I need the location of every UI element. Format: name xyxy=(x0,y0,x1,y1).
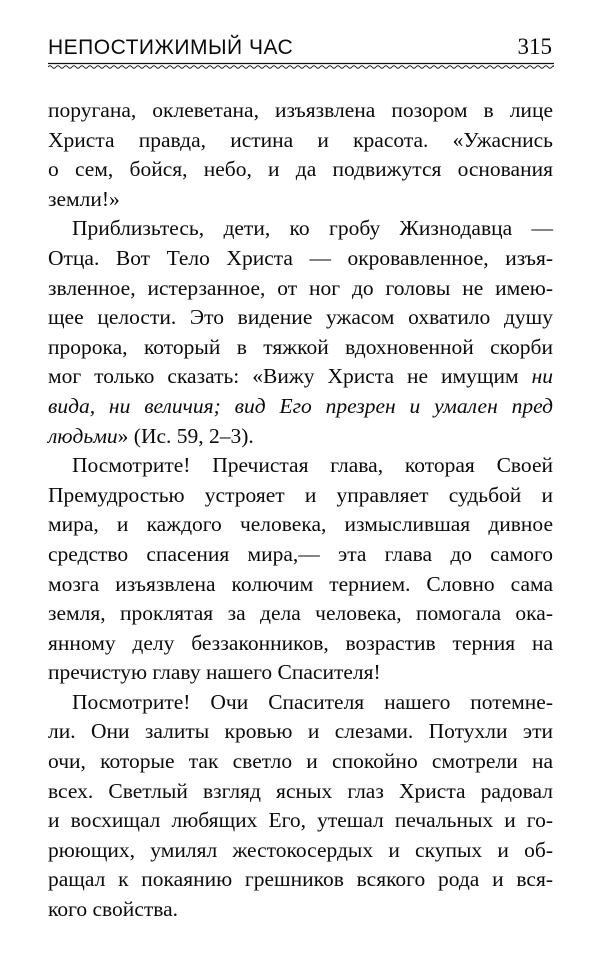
text-line: Премудростью устрояет и управляет судьбой и xyxy=(48,482,553,507)
header-rule xyxy=(48,62,554,70)
italic-line: вида, ни величия; вид Его презрен и умален пред xyxy=(48,393,553,418)
page-number: 315 xyxy=(517,34,552,59)
text-line: мозга изъязвлена колючим терниeм. Словно сама xyxy=(48,571,553,596)
text-line: средство спасения мира,— эта глава до самого xyxy=(48,541,553,566)
text-line: ли. Они залиты кровью и слезами. Потухли эти xyxy=(48,719,553,744)
text-run: мог только сказать: «Вижу Христа не имущим xyxy=(48,364,519,389)
text-line: Христа правда, истина и красота. «Ужаснись xyxy=(48,127,553,152)
text-line: поругана, оклеветана, изъязвлена позором в лице xyxy=(48,98,553,122)
italic-run: ни xyxy=(531,364,554,389)
paragraph-3 xyxy=(48,451,553,688)
running-head xyxy=(48,26,552,58)
running-title: НЕПОСТИЖИМЫЙ ЧАС xyxy=(48,36,294,59)
text-line: Отца. Вот Тело Христа — окровавленное, изъя- xyxy=(48,245,553,270)
text-line: о сем, бойся, небо, и да подвижутся основания xyxy=(48,157,553,182)
text-line: всех. Светлый взгляд ясных глаз Христа радовал xyxy=(48,778,553,803)
text-line: мира, и каждого человека, измыслившая дивное xyxy=(48,512,553,537)
text-line-mixed xyxy=(48,362,553,392)
paragraph-2 xyxy=(48,214,553,451)
paragraph-1 xyxy=(48,96,553,214)
italic-run: людьми xyxy=(48,423,118,448)
text-line: янному делу беззаконников, возрастив терния на xyxy=(48,630,553,655)
text-line: очи, которые так светло и спокойно смотрели на xyxy=(48,749,553,774)
text-line: пречистую главу нашего Спасителя! xyxy=(48,660,381,685)
paragraph-4 xyxy=(48,688,553,925)
body-text xyxy=(48,96,553,925)
text-line: Приблизьтесь, дети, ко гробу Жизнодавца — xyxy=(72,216,553,241)
text-line: рюющих, умилял жестокосердых и скупых и об- xyxy=(48,837,553,862)
text-line: Посмотрите! Пречистая глава, которая Своей xyxy=(72,453,553,478)
text-line: пророка, который в тяжкой вдохновенной скорби xyxy=(48,334,553,359)
text-line: Посмотрите! Очи Спасителя нашего потемне- xyxy=(72,689,553,714)
text-line: кого свойства. xyxy=(48,897,179,922)
text-line: земля, проклятая за дела человека, помогала ока- xyxy=(48,601,553,626)
text-line: звленное, истерзанное, от ног до головы не имею- xyxy=(48,275,553,300)
text-line: ращал к покаянию грешников всякого рода и вся- xyxy=(48,867,553,892)
text-line: щее целости. Это видение ужасом охватило душу xyxy=(48,305,553,330)
text-run: » (Ис. 59, 2–3). xyxy=(117,423,254,448)
text-line: земли!» xyxy=(48,186,120,211)
text-line: и восхищал любящих Его, утешал печальных и го- xyxy=(48,808,553,833)
text-line-mixed xyxy=(48,422,553,452)
